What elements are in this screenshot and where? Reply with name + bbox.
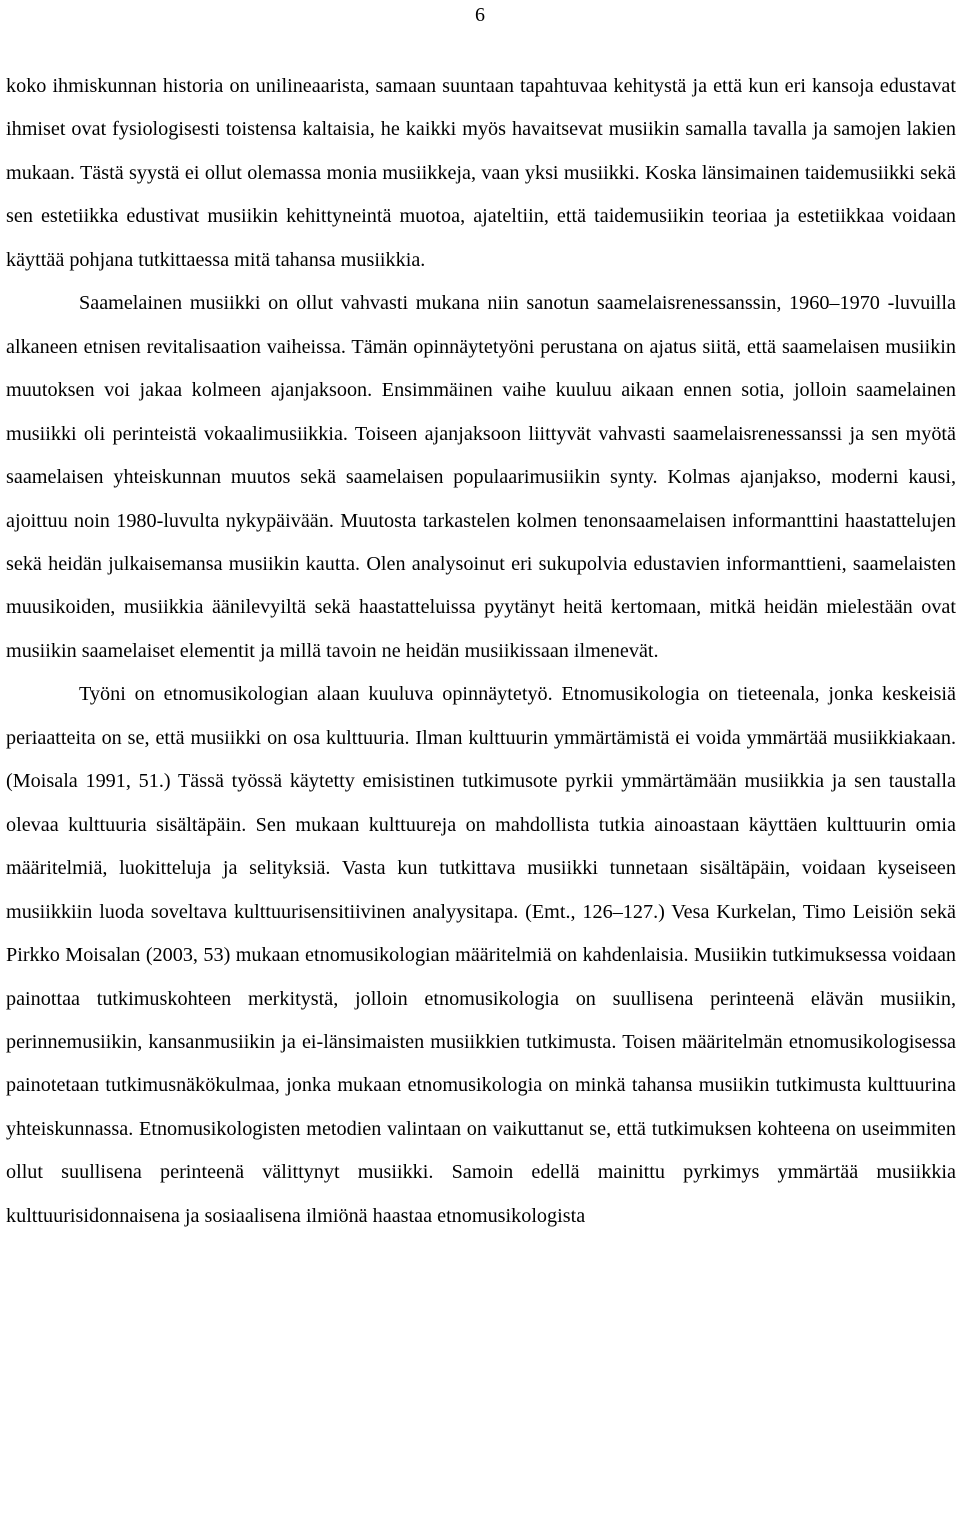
body-text (6, 65, 956, 1238)
paragraph-saami-music: Saamelainen musiikki on ollut vahvasti mukana niin sanotun saamelaisrenessanssin, 1960–1970 -luvuilla alkaneen etnisen revitalisaation vaiheissa. Tämän opinnäytetyöni perustana on ajatus siitä, että saamelaisen musiikin muutoksen voi jakaa kolmeen ajanjaksoon. Ensimmäinen vaihe kuuluu aikaan ennen sotia, jolloin saamelainen musiikki oli perinteistä vokaalimusiikkia. Toiseen ajanjaksoon liittyvät vahvasti saamelaisrenessanssi ja sen myötä saamelaisen yhteiskunnan muutos sekä saamelaisen populaarimusiikin synty. Kolmas ajanjakso, moderni kausi, ajoittuu noin 1980-luvulta nykypäivään. Muutosta tarkastelen kolmen tenonsaamelaisen informanttini haastattelujen sekä heidän julkaisemansa musiikin kautta. Olen analysoinut eri sukupolvia edustavien informanttieni, saamelaisten muusikoiden, musiikkia äänilevyiltä sekä haastatteluissa pyytänyt heitä kertomaan, mitkä heidän mielestään ovat musiikin saamelaiset elementit ja millä tavoin ne heidän musiikissaan ilmenevät. (6, 292, 956, 662)
paragraph-ethnomusicology: Työni on etnomusikologian alaan kuuluva opinnäytetyö. Etnomusikologia on tieteenala, jonka keskeisiä periaatteita on se, että musiikki on osa kulttuuria. Ilman kulttuurin ymmärtämistä ei voida ymmärtää musiikkiakaan. (Moisala 1991, 51.) Tässä työssä käytetty emisistinen tutkimusote pyrkii ymmärtämään musiikkia ja sen taustalla olevaa kulttuuria sisältäpäin. Sen mukaan kulttuureja on mahdollista tutkia ainoastaan käyttäen kulttuurin omia määritelmiä, luokitteluja ja selityksiä. Vasta kun tutkittava musiikki tunnetaan sisältäpäin, voidaan kyseiseen musiikkiin luoda soveltava kulttuurisensitiivinen analyysitapa. (Emt., 126–127.) Vesa Kurkelan, Timo Leisiön sekä Pirkko Moisalan (2003, 53) mukaan etnomusikologian määritelmiä on kahdenlaisia. Musiikin tutkimuksessa voidaan painottaa tutkimuskohteen merkitystä, jolloin etnomusikologia on suullisena perinteenä elävän musiikin, perinnemusiikin, kansanmusiikin ja ei-länsimaisten musiikkien tutkimusta. Toisen määritelmän etnomusikologisessa painotetaan tutkimusnäkökulmaa, jonka mukaan etnomusikologia on minkä tahansa musiikin tutkimusta kulttuurina yhteiskunnassa. Etnomusikologisten metodien valintaan on vaikuttanut se, että tutkimuksen kohteena on useimmiten ollut suullisena perinteenä välittynyt musiikki. Samoin edellä mainittu pyrkimys ymmärtää musiikkia kulttuurisidonnaisena ja sosiaalisena ilmiönä haastaa etnomusikologista (6, 683, 956, 1227)
page-number: 6 (475, 4, 485, 26)
paragraph-continued: koko ihmiskunnan historia on unilineaarista, samaan suuntaan tapahtuvaa kehitystä ja että kun eri kansoja edustavat ihmiset ovat fysiologisesti toistensa kaltaisia, he kaikki myös havaitsevat musiikin samalla tavalla ja samojen lakien mukaan. Tästä syystä ei ollut olemassa monia musiikkeja, vaan yksi musiikki. Koska länsimainen taidemusiikki sekä sen estetiikka edustivat musiikin kehittyneintä muotoa, ajateltiin, että taidemusiikin teoriaa ja estetiikkaa voidaan käyttää pohjana tutkittaessa mitä tahansa musiikkia. (6, 75, 956, 271)
